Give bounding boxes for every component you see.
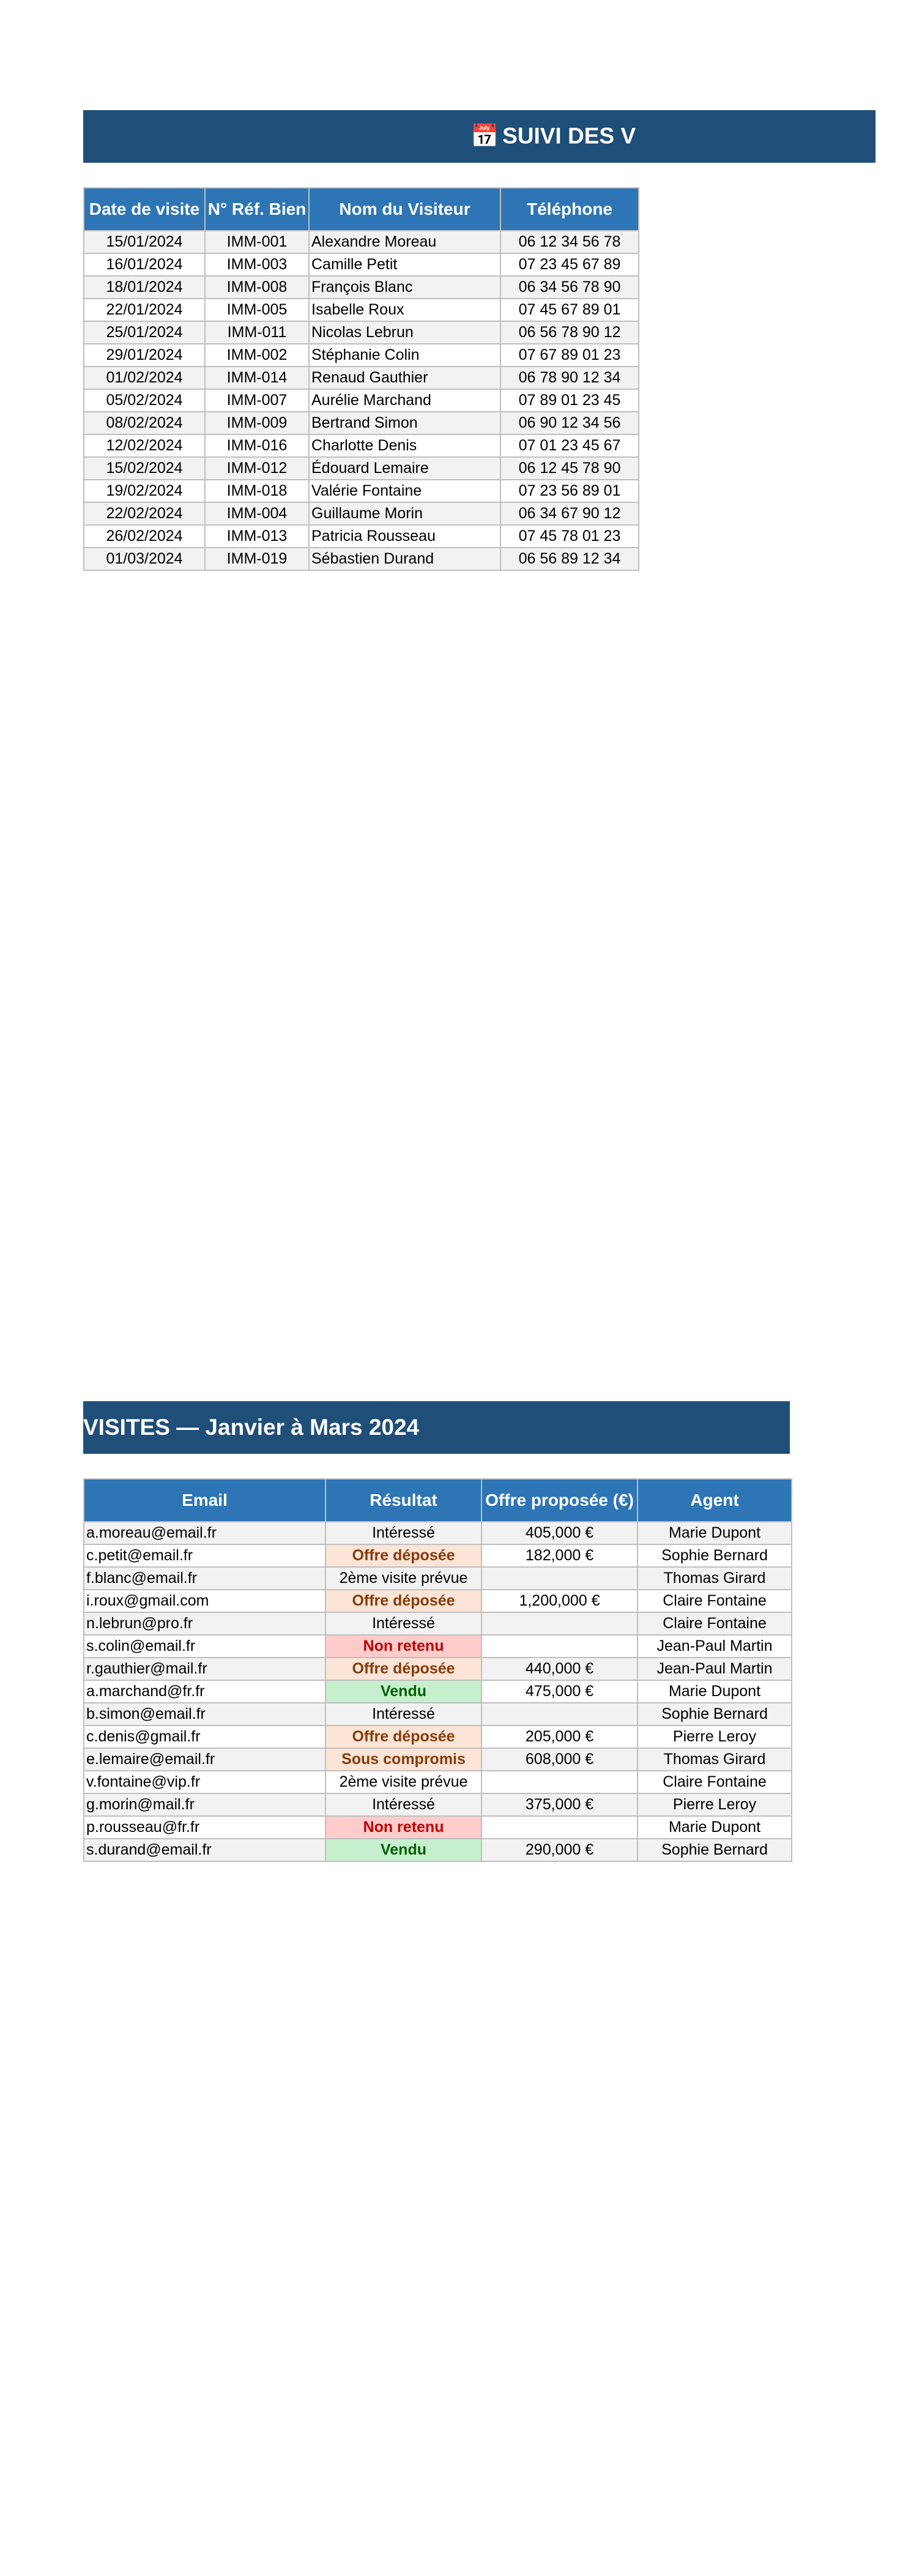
header-visitor-name[interactable]: Nom du Visiteur bbox=[309, 188, 500, 231]
cell-phone[interactable]: 07 23 45 67 89 bbox=[500, 253, 639, 276]
table-row bbox=[84, 1635, 792, 1658]
cell-result[interactable]: Vendu bbox=[325, 1680, 482, 1703]
cell-ref[interactable]: IMM-009 bbox=[205, 412, 309, 434]
cell-result[interactable]: Intéressé bbox=[325, 1793, 482, 1816]
cell-email[interactable]: s.durand@email.fr bbox=[84, 1839, 325, 1861]
cell-ref[interactable]: IMM-013 bbox=[205, 525, 309, 548]
cell-ref[interactable]: IMM-011 bbox=[205, 321, 309, 344]
cell-date[interactable]: 15/02/2024 bbox=[84, 457, 205, 480]
cell-offer[interactable]: 375,000 € bbox=[482, 1793, 638, 1816]
cell-visitor-name[interactable]: Bertrand Simon bbox=[309, 412, 500, 434]
title-text-part2: VISITES — Janvier à Mars 2024 bbox=[83, 1415, 420, 1440]
cell-offer[interactable] bbox=[482, 1612, 638, 1635]
cell-ref[interactable]: IMM-005 bbox=[205, 299, 309, 321]
cell-offer[interactable]: 290,000 € bbox=[482, 1839, 638, 1861]
cell-date[interactable]: 22/01/2024 bbox=[84, 299, 205, 321]
cell-offer[interactable]: 440,000 € bbox=[482, 1658, 638, 1680]
cell-offer[interactable]: 608,000 € bbox=[482, 1748, 638, 1771]
table-row bbox=[84, 321, 639, 344]
table-row bbox=[84, 434, 639, 457]
cell-email[interactable]: c.petit@email.fr bbox=[84, 1544, 325, 1567]
cell-ref[interactable]: IMM-019 bbox=[205, 548, 309, 570]
cell-visitor-name[interactable]: Patricia Rousseau bbox=[309, 525, 500, 548]
cell-result[interactable]: Non retenu bbox=[325, 1635, 482, 1658]
cell-ref[interactable]: IMM-007 bbox=[205, 389, 309, 412]
header-phone[interactable]: Téléphone bbox=[500, 188, 639, 231]
cell-result[interactable]: Non retenu bbox=[325, 1816, 482, 1839]
cell-offer[interactable] bbox=[482, 1703, 638, 1725]
cell-visitor-name[interactable]: Camille Petit bbox=[309, 253, 500, 276]
cell-agent[interactable]: Jean-Paul Martin bbox=[638, 1635, 792, 1658]
table-row bbox=[84, 253, 639, 276]
calendar-icon: 📅 bbox=[470, 123, 499, 149]
cell-date[interactable]: 05/02/2024 bbox=[84, 389, 205, 412]
header-agent[interactable]: Agent bbox=[638, 1479, 792, 1522]
cell-ref[interactable]: IMM-014 bbox=[205, 367, 309, 389]
table-row bbox=[84, 1816, 792, 1839]
cell-result[interactable]: Sous compromis bbox=[325, 1748, 482, 1771]
cell-offer[interactable]: 205,000 € bbox=[482, 1725, 638, 1748]
cell-result[interactable]: Offre déposée bbox=[325, 1658, 482, 1680]
cell-date[interactable]: 01/02/2024 bbox=[84, 367, 205, 389]
table-row bbox=[84, 1793, 792, 1816]
cell-phone[interactable]: 07 01 23 45 67 bbox=[500, 434, 639, 457]
cell-date[interactable]: 22/02/2024 bbox=[84, 502, 205, 525]
title-bar-right bbox=[83, 1401, 790, 1454]
table-row bbox=[84, 1567, 792, 1590]
cell-ref[interactable]: IMM-002 bbox=[205, 344, 309, 367]
cell-email[interactable]: c.denis@gmail.fr bbox=[84, 1725, 325, 1748]
cell-phone[interactable]: 07 67 89 01 23 bbox=[500, 344, 639, 367]
cell-agent[interactable]: Claire Fontaine bbox=[638, 1612, 792, 1635]
table-row bbox=[84, 1839, 792, 1861]
cell-phone[interactable]: 06 90 12 34 56 bbox=[500, 412, 639, 434]
cell-result[interactable]: Offre déposée bbox=[325, 1544, 482, 1567]
title-text-part1 bbox=[470, 124, 636, 150]
cell-offer[interactable]: 1,200,000 € bbox=[482, 1590, 638, 1612]
table-row bbox=[84, 1658, 792, 1680]
cell-offer[interactable] bbox=[482, 1567, 638, 1590]
cell-date[interactable]: 26/02/2024 bbox=[84, 525, 205, 548]
cell-result[interactable]: Offre déposée bbox=[325, 1725, 482, 1748]
cell-email[interactable]: b.simon@email.fr bbox=[84, 1703, 325, 1725]
cell-result[interactable]: Intéressé bbox=[325, 1612, 482, 1635]
table-row bbox=[84, 480, 639, 502]
cell-agent[interactable]: Marie Dupont bbox=[638, 1680, 792, 1703]
cell-date[interactable]: 25/01/2024 bbox=[84, 321, 205, 344]
cell-agent[interactable]: Sophie Bernard bbox=[638, 1703, 792, 1725]
table-row bbox=[84, 367, 639, 389]
table-row bbox=[84, 1725, 792, 1748]
table-row bbox=[84, 525, 639, 548]
cell-visitor-name[interactable]: Renaud Gauthier bbox=[309, 367, 500, 389]
cell-offer[interactable] bbox=[482, 1771, 638, 1793]
cell-ref[interactable]: IMM-016 bbox=[205, 434, 309, 457]
cell-agent[interactable]: Marie Dupont bbox=[638, 1816, 792, 1839]
table-row bbox=[84, 389, 639, 412]
cell-visitor-name[interactable]: Charlotte Denis bbox=[309, 434, 500, 457]
cell-phone[interactable]: 06 56 78 90 12 bbox=[500, 321, 639, 344]
cell-ref[interactable]: IMM-004 bbox=[205, 502, 309, 525]
table-row bbox=[84, 1771, 792, 1793]
cell-email[interactable]: n.lebrun@pro.fr bbox=[84, 1612, 325, 1635]
cell-email[interactable]: a.marchand@fr.fr bbox=[84, 1680, 325, 1703]
header-offer[interactable]: Offre proposée (€) bbox=[482, 1479, 638, 1522]
table-row bbox=[84, 457, 639, 480]
cell-visitor-name[interactable]: Isabelle Roux bbox=[309, 299, 500, 321]
cell-phone[interactable]: 06 12 34 56 78 bbox=[500, 231, 639, 253]
cell-email[interactable]: g.morin@mail.fr bbox=[84, 1793, 325, 1816]
table-row bbox=[84, 276, 639, 299]
table-row bbox=[84, 299, 639, 321]
cell-offer[interactable]: 182,000 € bbox=[482, 1544, 638, 1567]
cell-offer[interactable] bbox=[482, 1816, 638, 1839]
cell-ref[interactable]: IMM-003 bbox=[205, 253, 309, 276]
table-row bbox=[84, 1680, 792, 1703]
cell-visitor-name[interactable]: Aurélie Marchand bbox=[309, 389, 500, 412]
cell-agent[interactable]: Sophie Bernard bbox=[638, 1544, 792, 1567]
cell-result[interactable]: Vendu bbox=[325, 1839, 482, 1861]
cell-email[interactable]: e.lemaire@email.fr bbox=[84, 1748, 325, 1771]
cell-date[interactable]: 16/01/2024 bbox=[84, 253, 205, 276]
cell-visitor-name[interactable]: Alexandre Moreau bbox=[309, 231, 500, 253]
cell-phone[interactable]: 06 78 90 12 34 bbox=[500, 367, 639, 389]
table-row bbox=[84, 1612, 792, 1635]
table-row bbox=[84, 1544, 792, 1567]
cell-date[interactable]: 12/02/2024 bbox=[84, 434, 205, 457]
cell-result[interactable]: 2ème visite prévue bbox=[325, 1771, 482, 1793]
cell-agent[interactable]: Claire Fontaine bbox=[638, 1771, 792, 1793]
cell-phone[interactable]: 06 12 45 78 90 bbox=[500, 457, 639, 480]
cell-ref[interactable]: IMM-001 bbox=[205, 231, 309, 253]
cell-agent[interactable]: Marie Dupont bbox=[638, 1522, 792, 1544]
cell-agent[interactable]: Jean-Paul Martin bbox=[638, 1658, 792, 1680]
cell-date[interactable]: 29/01/2024 bbox=[84, 344, 205, 367]
table-header-row bbox=[84, 1479, 792, 1522]
cell-date[interactable]: 15/01/2024 bbox=[84, 231, 205, 253]
table-row bbox=[84, 412, 639, 434]
header-result[interactable]: Résultat bbox=[325, 1479, 482, 1522]
cell-ref[interactable]: IMM-008 bbox=[205, 276, 309, 299]
cell-phone[interactable]: 06 34 67 90 12 bbox=[500, 502, 639, 525]
cell-phone[interactable]: 07 89 01 23 45 bbox=[500, 389, 639, 412]
cell-agent[interactable]: Sophie Bernard bbox=[638, 1839, 792, 1861]
cell-date[interactable]: 01/03/2024 bbox=[84, 548, 205, 570]
cell-phone[interactable]: 06 56 89 12 34 bbox=[500, 548, 639, 570]
cell-result[interactable]: Intéressé bbox=[325, 1703, 482, 1725]
visits-table-left bbox=[83, 187, 639, 571]
cell-visitor-name[interactable]: Nicolas Lebrun bbox=[309, 321, 500, 344]
cell-phone[interactable]: 07 23 56 89 01 bbox=[500, 480, 639, 502]
cell-result[interactable]: 2ème visite prévue bbox=[325, 1567, 482, 1590]
cell-visitor-name[interactable]: Sébastien Durand bbox=[309, 548, 500, 570]
cell-visitor-name[interactable]: Valérie Fontaine bbox=[309, 480, 500, 502]
cell-email[interactable]: v.fontaine@vip.fr bbox=[84, 1771, 325, 1793]
cell-date[interactable]: 18/01/2024 bbox=[84, 276, 205, 299]
cell-visitor-name[interactable]: François Blanc bbox=[309, 276, 500, 299]
table-row bbox=[84, 1590, 792, 1612]
table-row bbox=[84, 1703, 792, 1725]
cell-agent[interactable]: Pierre Leroy bbox=[638, 1793, 792, 1816]
table-row bbox=[84, 548, 639, 570]
cell-phone[interactable]: 07 45 67 89 01 bbox=[500, 299, 639, 321]
cell-email[interactable]: s.colin@email.fr bbox=[84, 1635, 325, 1658]
cell-date[interactable]: 19/02/2024 bbox=[84, 480, 205, 502]
cell-offer[interactable]: 405,000 € bbox=[482, 1522, 638, 1544]
title-bar-left bbox=[83, 110, 876, 163]
table-row bbox=[84, 231, 639, 253]
cell-phone[interactable]: 06 34 56 78 90 bbox=[500, 276, 639, 299]
cell-phone[interactable]: 07 45 78 01 23 bbox=[500, 525, 639, 548]
cell-email[interactable]: a.moreau@email.fr bbox=[84, 1522, 325, 1544]
cell-offer[interactable]: 475,000 € bbox=[482, 1680, 638, 1703]
cell-email[interactable]: f.blanc@email.fr bbox=[84, 1567, 325, 1590]
cell-ref[interactable]: IMM-018 bbox=[205, 480, 309, 502]
cell-email[interactable]: i.roux@gmail.com bbox=[84, 1590, 325, 1612]
table-row bbox=[84, 344, 639, 367]
table-header-row bbox=[84, 188, 639, 231]
cell-agent[interactable]: Thomas Girard bbox=[638, 1567, 792, 1590]
cell-result[interactable]: Intéressé bbox=[325, 1522, 482, 1544]
cell-email[interactable]: r.gauthier@mail.fr bbox=[84, 1658, 325, 1680]
cell-email[interactable]: p.rousseau@fr.fr bbox=[84, 1816, 325, 1839]
cell-offer[interactable] bbox=[482, 1635, 638, 1658]
header-ref[interactable]: N° Réf. Bien bbox=[205, 188, 309, 231]
visits-table-right bbox=[83, 1478, 792, 1862]
cell-visitor-name[interactable]: Stéphanie Colin bbox=[309, 344, 500, 367]
table-row bbox=[84, 502, 639, 525]
cell-date[interactable]: 08/02/2024 bbox=[84, 412, 205, 434]
cell-visitor-name[interactable]: Guillaume Morin bbox=[309, 502, 500, 525]
cell-ref[interactable]: IMM-012 bbox=[205, 457, 309, 480]
title-part1-label: SUIVI DES V bbox=[502, 123, 636, 149]
cell-visitor-name[interactable]: Édouard Lemaire bbox=[309, 457, 500, 480]
cell-result[interactable]: Offre déposée bbox=[325, 1590, 482, 1612]
header-email[interactable]: Email bbox=[84, 1479, 325, 1522]
header-date[interactable]: Date de visite bbox=[84, 188, 205, 231]
table-row bbox=[84, 1748, 792, 1771]
cell-agent[interactable]: Claire Fontaine bbox=[638, 1590, 792, 1612]
cell-agent[interactable]: Pierre Leroy bbox=[638, 1725, 792, 1748]
table-row bbox=[84, 1522, 792, 1544]
cell-agent[interactable]: Thomas Girard bbox=[638, 1748, 792, 1771]
